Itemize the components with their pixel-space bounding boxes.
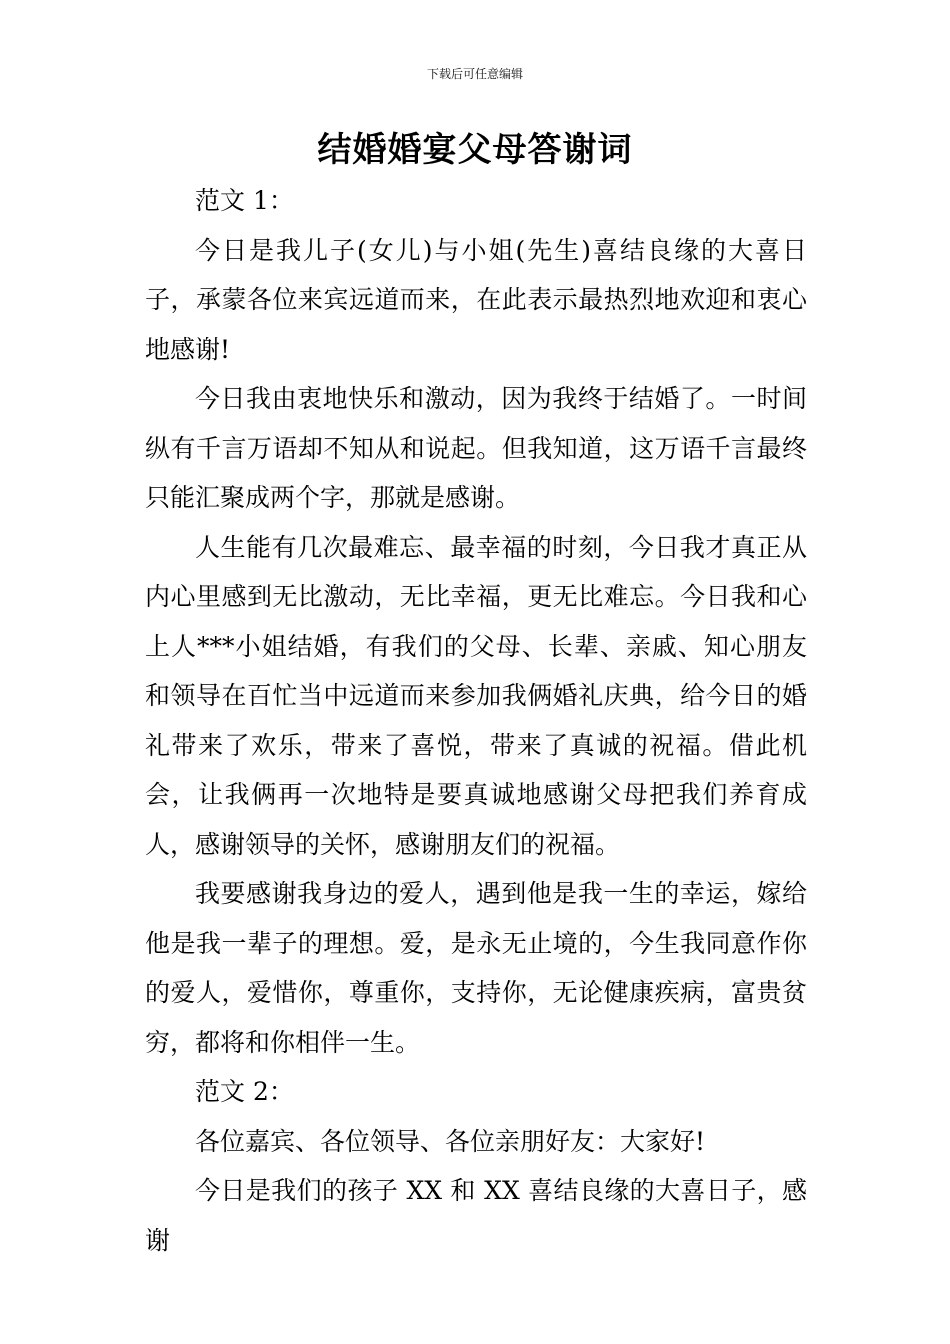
document-body	[145, 176, 807, 1265]
paragraph: 今日是我儿子(女儿)与小姐(先生)喜结良缘的大喜日子，承蒙各位来宾远道而来，在此表示最热烈地欢迎和衷心地感谢!	[145, 235, 807, 364]
header-note: 下载后可任意编辑	[426, 67, 523, 81]
paragraph: 我要感谢我身边的爱人，遇到他是我一生的幸运，嫁给他是我一辈子的理想。爱，是永无止境的，今生我同意作你的爱人，爱惜你，尊重你，支持你，无论健康疾病，富贵贫穷，都将和你相伴一生。	[145, 879, 807, 1057]
section-heading-1: 范文 1：	[195, 186, 294, 215]
paragraph: 各位嘉宾、各位领导、各位亲朋好友：大家好!	[195, 1126, 706, 1156]
section-heading-2: 范文 2：	[195, 1077, 294, 1106]
paragraph: 人生能有几次最难忘、最幸福的时刻，今日我才真正从内心里感到无比激动，无比幸福，更无比难忘。今日我和心上人***小姐结婚，有我们的父母、长辈、亲戚、知心朋友和领导在百忙当中远道而来参加我俩婚礼庆典，给今日的婚礼带来了欢乐，带来了喜悦，带来了真诚的祝福。借此机会，让我俩再一次地特是要真诚地感谢父母把我们养育成人，感谢领导的关怀，感谢朋友们的祝福。	[145, 532, 807, 859]
paragraph: 今日是我们的孩子 XX 和 XX 喜结良缘的大喜日子，感谢	[145, 1176, 807, 1255]
paragraph: 今日我由衷地快乐和激动，因为我终于结婚了。一时间纵有千言万语却不知从和说起。但我知道，这万语千言最终只能汇聚成两个字，那就是感谢。	[145, 384, 807, 512]
document-title: 结婚婚宴父母答谢词	[317, 130, 633, 170]
